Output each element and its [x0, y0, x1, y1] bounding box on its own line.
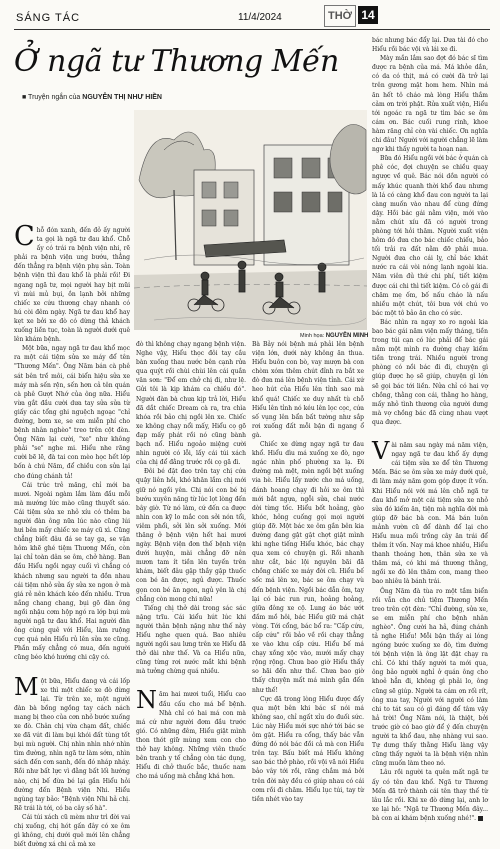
- paragraph: Cái trúc trẻ măng, chỉ mới ba mươi. Ngoài ngàm lắm làm đầu mỗi mà mướng lức mào cũng thuyết sáo. Cái tiệm sửa xe nhỏ xíu có thêm ba người đàn ông nữa lúc nào cũng lúi hưi bên mấy chiếc xe máy cũ xì. Cũng chẳng biết đâu đá se tay ga, se vặn hôm khẽ ghé tiệm Thương Mến, còn lại chỉ toàn dân se ôm, chở hàng. Ban đầu Hiểu ngồi ngay cuối vì chẳng có khách nhưng sau người ta đồn nhau cái tiệm nhỏ sửa ấy sửa xe ngon ở mà giá rẻ nên khách kéo đến nhiều. Trưa nắng chang chang, bụi gõ đàn ông ngồi nhậu cơm hộp ngó ra lớp bụi mù người ngã tư đau khổ. Hai người đàn ông cùng quê với Hiểu, làm ruộng cực quá nên Hiểu rủ lên sửa xe cũng. Phần mấy chẳng có mua, đến người cũng béo khó hướng chi cậy có.: [14, 481, 130, 662]
- paragraph: [14, 221, 130, 344]
- paragraph: Ông Năm đà tùa ro một tầm biển rồi vẫn cho chủ tiệm Thương Mến treo trên cột đèn: "Chỉ đường, sửa xe, se em miễn phí cho bệnh nhân nghèo". Ông cười ha hả, đúng chánh tả nghe Hiểu! Mỗi bận thấy ai lóng ngóng bước xuống xe đò, tìm đường tới bệnh viện là ông lật đật chạy ra chỉ. Có khi thấy người ta mới qua, ông bảo người nghỉ ở quán ông cho khoẻ hẳn đi, không gì phải lo, ông cũng sẽ giúp. Người ta cám ơn rối rít, ông xua tay, Người với người có làm chi to tát sau có gì đáng để tâm vậy hả trời! Ông Năm nói, là thiệt, bởi trước giờ có bao giờ để ý đến chuyện người ta khổ đau, nhẹ nhàng vui sao. Tự dưng thấy thằng Hiểu làng vậy cũng thấy người ta là bệnh viện nhìn cũng muốn làm theo nó.: [372, 587, 488, 768]
- paragraph: bác nhưng bác đẩy lại. Dưa tài đó cho Hiểu rồi bác vội và lái xe đi.: [372, 37, 488, 54]
- caption-artist: NGUYỄN MINH: [325, 333, 369, 339]
- header-rule: [14, 29, 490, 30]
- byline: [22, 94, 362, 101]
- paragraph: [372, 437, 488, 587]
- end-mark-icon: [478, 816, 483, 821]
- drop-cap: V: [372, 437, 390, 466]
- text-column-3: [252, 340, 364, 803]
- paragraph: Bà Bảy nói bệnh má phải lên bệnh viện lớn, dưới này không ăn thua. Hiểu buôn con bò, vay mượn bà con chòm xóm thêm chút đỉnh ra bắt xe đò đưa má lên bệnh viện tỉnh. Cái xứ heo hút của Hiểu lên tỉnh sao mà khổ quá! Chiếc xe duy nhất tù chỗ Hiểu lên tỉnh nó kéu lên lọc cọc, cứa số vụng lên bẩn bất tường như sắp rơi xuống đất mỗi bận đi ngang ổ gà.: [252, 341, 364, 439]
- illustration-caption: [300, 333, 368, 339]
- text-column-2: [136, 340, 246, 781]
- paragraph: Cực đã trong lòng Hiểu được đẩy qua một bên khi bác sĩ nói má không sao, chỉ ngất xỉu do đuối sức. Lúc này Hiểu mới sực nhớ tới bác se ôm gặt. Hiểu ra cổng, thấy bác vẫn đứng đó nói bác đồi cả mà con Hiểu trên tay. Bấu biết má Hiểu không sao bác thở phào, rồi vội vã nói Hiểu bảo vây tới rồi, răng chắm má bởi trên đời này đều có giúp nhau có cái cơm rồi đi chăm. Hiểu lục túi, tay từ tiền nhét vào tay: [252, 695, 364, 803]
- text-column-1: [14, 221, 130, 849]
- byline-author: NGUYỄN THỊ NHƯ HIỀN: [82, 94, 162, 101]
- caption-prefix: Minh họa:: [300, 333, 325, 339]
- paragraph: [14, 672, 130, 813]
- drop-cap: C: [14, 221, 35, 252]
- paragraph-text: ài năm sau ngày má năm viện, ngay ngã tư đau khổ ấy dựng cái tiệm sửa xe để tên Thương Mến. Bác se ôm sửa xe máy dưới quê, đi làm máy năm gom góp được ít vốn. Khi Hiểu nói với má lên chỗ ngã tư đau khổ mở một cái tiệm sửa xe nhỏ sửa đó kiếm ăn, tiện mà nghĩa đời mà giúp đỡ bác bà con. Má bán luôn mảnh vườn cũ để dành để lại cho Hiểu mua mối trồng cây ăn trái để thêm ít vốn. Nay má khoe nhiều, Hiểu thanh thoáng hơn, thân sửa xe và thăm má, có khi má thương thằng, ngồi xe đò lên thăm con, mang theo bao nhiêu là bánh trái.: [372, 442, 488, 586]
- paragraph: Tiếng chị thở dài trong sác sác nặng trĩu. Cái kiểu hút lúc khi người thân bệnh nặng như thế này Hiểu nghe quen quá. Bao nhiêu người ngồi sau lưng trên xe Hiểu đã thở dài như thế. Và ca Hiểu nữa, cũng từng rơi nước mắt khi bệnh mà tưởng chừng quá nhiều.: [136, 604, 246, 676]
- paragraph: Bữa đó Hiểu ngồi với bác ở quán cà phê cóc, đợi chuyện se chiều quay ngược về quê. Bác nói dồn người có mấy khúc quanh thời khổ đau nhưng là lá có càng khổ đau con người ta lại càng muốn vào nhau để cùng đứng dậy. Hồi bác gái nằm viện, mới vào nằm chút xíu đã có người trong phòng tới hỏi thăm. Người xuất viện hôm đó đưa cho bác chiếc chiếu, bảo tối trải ra đất nằm đỡ phải mua. Người đưa cho cái ly, chỉ bác khát nước ra cái vòi nóng lạnh ngoài kia. Năm viên đủ thứ chi phí, tiết kiệm được cái chi thì tiết kiệm. Có cô gái đi chăm mẹ ốm, bố nấu cháo là nấu nhiều một chút, tôi bưa với chú vo bác một tô bảo ăn cho có sức.: [372, 155, 488, 317]
- street-scene-sketch-icon: [134, 110, 367, 330]
- page-number: 14: [358, 6, 378, 24]
- section-label: SÁNG TÁC: [16, 12, 81, 24]
- paragraph-text: Lâu rồi người ta quên mất ngã tư ấy có tên đau khổ. Ngã tư Thương Mến đã trở thành cái tên thay thế từ lâu lắc rồi. Khi xe đò dừng lại, anh lơ xe lại hô: "Ngã tư Thương Mến đây... bà con ai khám bệnh xuống nhé!".: [372, 769, 488, 822]
- paragraph: Đôi bé đặt đeo trên tay chị cứa quậy liên hồi, khó khăn lắm chị mới giữ nó ngồi yên. Chị nói con bé bị bướu xuyên năng từ lúc lọt lòng đến bây giờ. Từ nó làm, cứ đến ca được nhìn con kỹ lo mắc con sởi nón tổi, viêm phổi, sởi lên sởi xuống. Mới thăng ở bệnh viện hết hai mươi ngày. Bệnh viện đơn thế bệnh viện dưới huyện, mài chẳng đỡ nên mươn tam ít tiền lên tuyến trên khám, biết đâu gặp thầy gặp thuốc con bé ăn được, ngủ được. Thuốc gọn con bé ăn ngon, ngủ yên là chị chẳng còn mong chi nữa!: [136, 468, 246, 603]
- paragraph: [136, 686, 246, 781]
- masthead-logo: THỜ: [324, 5, 356, 27]
- text-column-4: [372, 36, 488, 822]
- paragraph: Một bữa, ngay ngã tư đau khổ mọc ra một cái tiệm sửa xe máy để tên "Thương Mến". Ông Năm bán cà phê sát bên trề môi, cái biển hiệu sửa xe máy mà sến rện, sến hơn cả tên quán cà phê Gượt Nhớ của ông nữa. Hiểu vừa gắt đầu cười dưa tay sửa sửa từ giấy các tổng ghi nguệch ngoạc "chỉ đường, bơm xe, se em miễn phí cho bệnh nhân nghèo" treo trên cột đèn. Ông Năm lại cười, "xe" như không phải "se" nghe mi. Hiểu nhe răng cười bẽ lẽ, đà tai con mèo học hết lớp bốn à chú Năm, để chiều con sửa lại cho đúng chánh tả!: [14, 345, 130, 480]
- paragraph-text: ột bữa, Hiểu đang và cái lốp xe thì một chiếc xe đò dừng lại. Từ trên xe, một người đàn bà bồng ngồng tay cách nách mang bị theo của cơn nhỏ bước xuống xe đò. Chân chị vừa chạm đất, chiếc xe đã vút đi làm bụi khói đất tùng tốt bụi mù người. Chị nhìn nhìn nhớ nhìn tìm đường, nhìn ngã tư làm sớm, nhìn sách đến cơn sanh, đến đó nháp nháy. Rồi như bất lực vì đằng bất lối hướng nào, chị bế đừa bé lại gần Hiểu hỏi đường đến Bệnh viện Nhi. Hiểu ngùng tay bảo: "Bệnh viện Nhi hả chị. Rẽ trái là tới, có ba cây số hà".: [14, 677, 130, 812]
- paragraph: [372, 768, 488, 823]
- paragraph-text: ăm hai mươi tuổi, Hiểu cao đầu cấu cho má bể bệnh. Nhà chỉ có hai má con mà má cứ như người đơm đầu trước gió. Có những đêm, Hiểu giật mình thon thót giữ mùng xem con cho thở hay không. Những viên thuốc bên tranh y tế chẳng còn tác dụng, Hiểu đi chở thuốc bắc, thuốc nam cho má uống mà chẳng khá hơn.: [136, 691, 246, 781]
- section-break: [372, 427, 488, 441]
- article-illustration: [134, 110, 367, 330]
- issue-date: 11/4/2024: [238, 12, 282, 23]
- page-header: [14, 4, 490, 32]
- paragraph-text: hỗ đón xanh, đến đỏ ấy người ta gọi là ngã tư đau khổ. Chỗ ấy có trái ra bệnh viện nhi, rẽ phải ra bệnh viện ung bướu, thẳng đến thẳng ra bệnh viện phụ sản. Toàn bệnh viện thì đau khổ là phải rồi! Đi ngang ngã tư, mọi người hay bịt mũi vì mùi mủ bụi, ồn lạnh bởi những chiếc xe cứu thương chạy nhanh có hú còi đêm ngày. Ngã tư đau khổ hay kẹt xe bởi xe đò có dừng thả khách xuống liền tục, toàn là người dưới quê lên khám bệnh.: [14, 227, 130, 344]
- article-title: Ở ngã tư Thương Mến: [14, 44, 339, 79]
- paragraph: đò thì không chạy ngang bệnh viện. Nghe vậy, Hiểu thọc đôi tay cầu bàn xuống thau nước bên cạnh rửa qua quýt rồi chùi chùi lên cái quần văn sơn: "Để em chở chị đi, như lệ. Gửi tôi là kịp khám ca chiều đó". Người đàn bà chưa kịp trả lời, Hiểu đã dắt chiếc Dream cà ra, tra chìa khóa rồi bảo chị ngồi lên xe. Chiếc xe không chạy nổi mấy, Hiểu cọ gõ đạp mấy phát rồi nó cũng bành bạch nổ. Hiểu ngoảo miệng cười nhìn người có lỗi, lấy cái túi xách của chị để đằng trước rồi cọ gã đi.: [136, 341, 246, 467]
- paragraph: Bác nhìn ra ngay xo ro ngoài kia bao bác gái năm viện mấy tháng, tiền trong túi cạn có lúc phải để bác gái nằm một mình ra đường chạy kiếm tiền trong trái. Nhiều người trong phòng có nồi bác đi đi, chuyện gì giúp được họ sẽ giúp, chuyện gì lớn sẽ gọi bác tới liền. Nửa chỉ có hai vợ chồng, thằng con cái, thằng ho hàng, mấy nhỏ tình thương của người dưng mà vợ chồng bác đã cùng nhau vượt qua được.: [372, 318, 488, 426]
- byline-prefix: Truyện ngắn của: [28, 94, 81, 101]
- paragraph: Mày mắn lắm sao đợt đó bác sĩ tìm được ra bệnh của má. Má khỏe dần, có da có thịt, má có cười đà trở lại trên gương mặt hom hem. Nhìn má ăn hết tô cháo mà lòng Hiểu thắm cảm ơn trời phật. Rửa xuất viện, Hiểu tới ngoác ra ngã tư tìm bác se ôm cám ơn. Bác cuối rung rinh, khoe hàm răng chỉ còn vài chiếc. Ơn nghĩa chi đâu! Người với người chẳng lẽ làm ngơ khi thấy người ta hoạn nạn.: [372, 55, 488, 154]
- drop-cap: N: [136, 686, 157, 715]
- byline-bullet-icon: ■: [22, 94, 29, 101]
- drop-cap: M: [14, 672, 39, 701]
- paragraph: Chiếc xe dừng ngay ngã tư đau khổ. Hiểu dìu má xuống xe đò, ngơ ngác nhìn phố phường xa lạ. Đi đường mà mệt, mèn ngồi bệt xuống via hè. Hiểu lấy nước cho má uống, đánh hoang chạy đi hỏi xe ôm thì mới bắt ngựa, ngỗi sửa, chai nước dời từng tốc. Hiểu bốt hoảng, gào khóc, hỏng cuống gọi mọi người giúp đỡ. Một bác xe ôm gần bên kia đường đang gật gặt chợt giật mình khi nghe tiếng Hiểu khóc, bác chạy qua xem có chuyện gì. Rồi nhanh như cắt, bác lội nguyên bãi đã chồng chiếc xe máy đời cũ. Hiểu bế sốc má lên xe, bác se ôm chạy vù đến bệnh viện. Ngồi bác dẫn ôm, tay lại có bác run run, hoảng hoảng, giữa đông xe cộ. Lung áo bác ướt đầm mồ hôi, bác Hiểu giữ má chặt vòng. Tới cổng, bác bổ ra: "Cấp cứu, cấp cứu" rồi bảo về rồi chạy thẳng xe vào khu cấp cứu. Hiểu bế má chạy xồng xộc vào, mưới mấy chạy rộng rộng. Chưa bao giờ Hiểu thấy so hãi đến như thế. Chưa bao giờ thấy chuyện mất má mình gần đến như thế!: [252, 441, 364, 694]
- paragraph: Cái túi xách cũ mèm như trì đời vai chị xuống, chị hót gấn đây có xe ôm gì không, chị dưới quê mới lên chẳng biết đường xá chi cả mà xe: [14, 813, 130, 849]
